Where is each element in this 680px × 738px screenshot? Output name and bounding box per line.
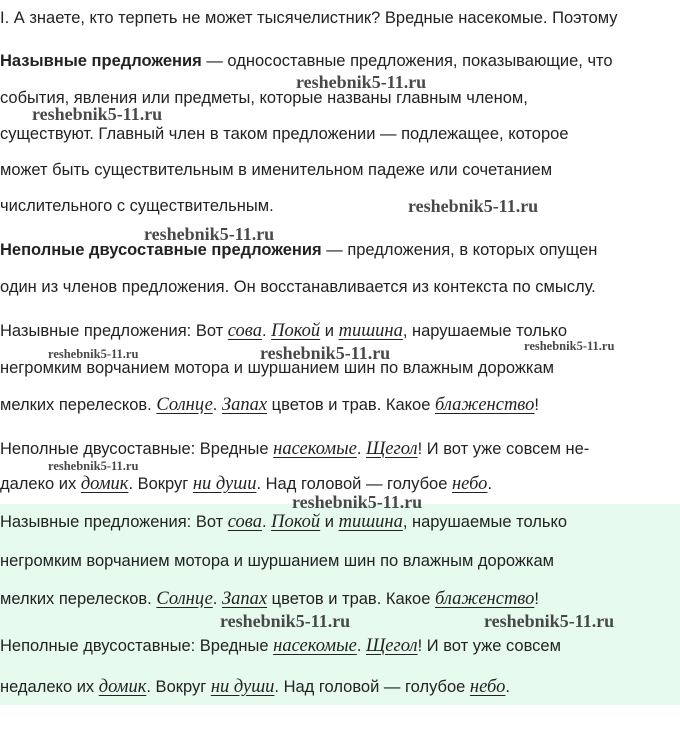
definition-nominative-line-2: события, явления или предметы, которые названы главным членом, <box>0 89 528 107</box>
watermark: reshebnik5-11.ru <box>484 611 615 631</box>
definition-incomplete-line-1: Неполные двусоставные предложения — предложения, в которых опущен <box>0 241 598 259</box>
definition-nominative-line-5: числительного с существительным. <box>0 197 274 215</box>
example-nominative-line-1: Назывные предложения: Вот сова. Покой и тишина, нарушаемые только <box>0 321 568 341</box>
example-nominative-line-2: негромким ворчанием мотора и шуршанием шин по влажным дорожкам <box>0 359 554 377</box>
definition-nominative-line-1: Назывные предложения — односоставные предложения, показывающие, что <box>0 52 613 70</box>
answer-incomplete-line-1: Неполные двусоставные: Вредные насекомые. Щегол! И вот уже совсем <box>0 636 561 656</box>
term-incomplete: Неполные двусоставные предложения <box>0 241 322 259</box>
example-nominative-line-3: мелких перелесков. Солнце. Запах цветов и трав. Какое блаженство! <box>0 395 539 415</box>
watermark: reshebnik5-11.ru <box>32 104 163 124</box>
watermark: reshebnik5-11.ru <box>48 459 139 473</box>
watermark: reshebnik5-11.ru <box>408 196 539 216</box>
intro-line: I. А знаете, кто терпеть не может тысячелистник? Вредные насекомые. Поэтому <box>0 9 618 27</box>
watermark: reshebnik5-11.ru <box>524 339 615 353</box>
term-nominative: Назывные предложения <box>0 52 202 70</box>
answer-incomplete-line-2: недалеко их домик. Вокруг ни души. Над головой — голубое небо. <box>0 677 510 697</box>
definition-nominative-line-3: существуют. Главный член в таком предложении — подлежащее, которое <box>0 125 569 143</box>
definition-nominative-line-4: может быть существительным в именительном падеже или сочетанием <box>0 161 553 179</box>
watermark: reshebnik5-11.ru <box>296 72 427 92</box>
watermark: reshebnik5-11.ru <box>48 347 139 361</box>
watermark: reshebnik5-11.ru <box>220 611 351 631</box>
watermark: reshebnik5-11.ru <box>260 343 391 363</box>
definition-incomplete-line-2: один из членов предложения. Он восстанавливается из контекста по смыслу. <box>0 278 596 296</box>
watermark: reshebnik5-11.ru <box>292 492 423 512</box>
answer-nominative-line-3: мелких перелесков. Солнце. Запах цветов и трав. Какое блаженство! <box>0 589 539 609</box>
answer-nominative-line-1: Назывные предложения: Вот сова. Покой и тишина, нарушаемые только <box>0 512 568 532</box>
example-incomplete-line-1: Неполные двусоставные: Вредные насекомые. Щегол! И вот уже совсем не- <box>0 439 590 459</box>
answer-nominative-line-2: негромким ворчанием мотора и шуршанием шин по влажным дорожкам <box>0 552 554 570</box>
watermark: reshebnik5-11.ru <box>144 224 275 244</box>
example-incomplete-line-2: далеко их домик. Вокруг ни души. Над головой — голубое небо. <box>0 474 493 494</box>
